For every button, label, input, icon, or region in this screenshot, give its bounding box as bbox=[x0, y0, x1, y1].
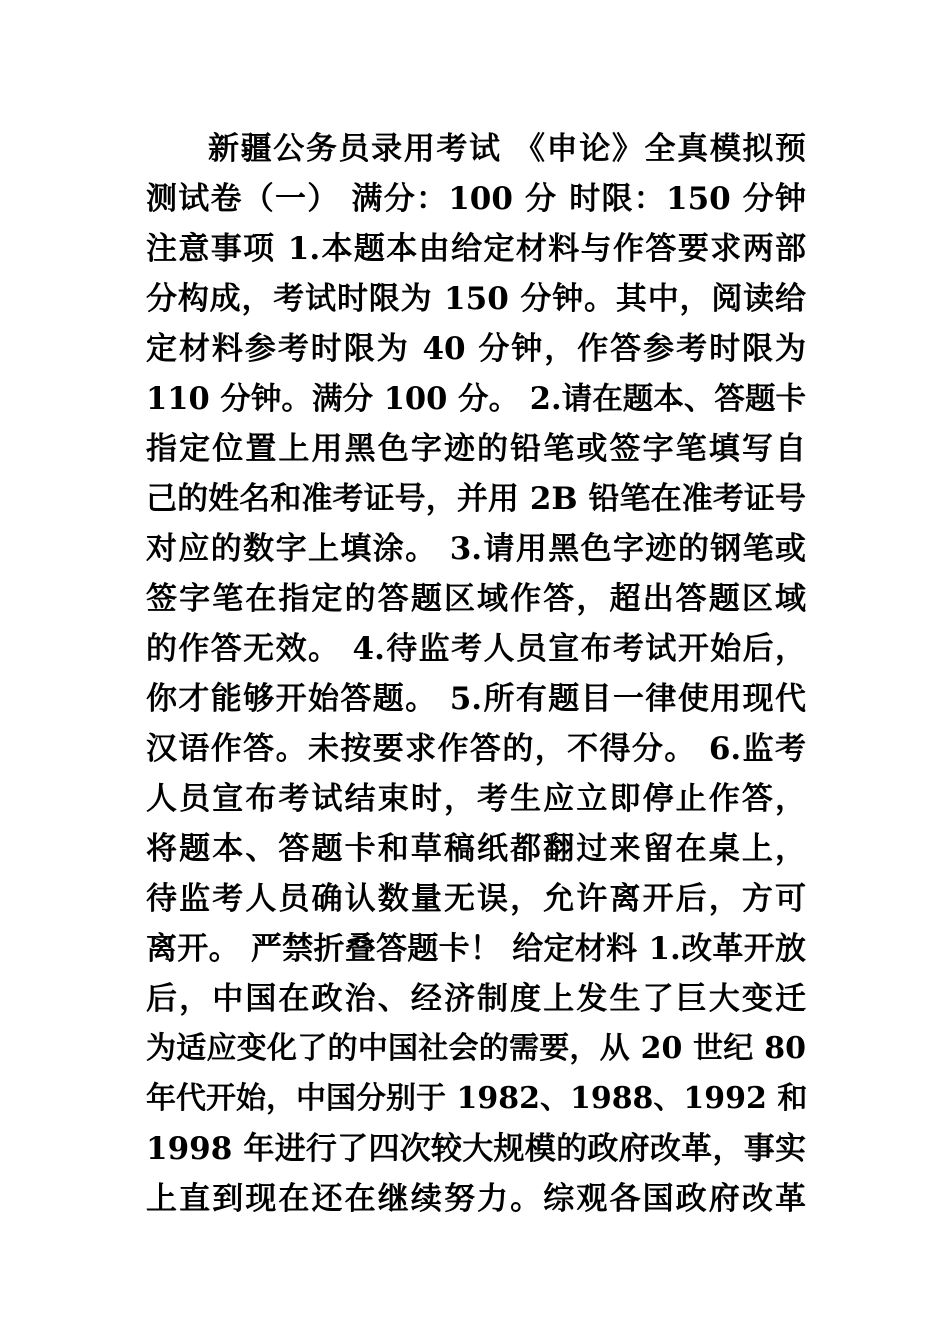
text-line: 将题本、答题卡和草稿纸都翻过来留在桌上， bbox=[146, 831, 806, 867]
text-line: 上直到现在还在继续努力。综观各国政府改革 bbox=[146, 1181, 806, 1217]
document-page bbox=[146, 124, 806, 1224]
text-line: 离开。 严禁折叠答题卡！ 给定材料 1.改革开放 bbox=[146, 931, 806, 967]
text-line: 己的姓名和准考证号，并用 2B 铅笔在准考证号 bbox=[146, 481, 806, 517]
text-line: 测试卷（一） 满分：100 分 时限：150 分钟 bbox=[146, 181, 806, 217]
text-line: 签字笔在指定的答题区域作答，超出答题区域 bbox=[146, 581, 806, 617]
text-line: 你才能够开始答题。 5.所有题目一律使用现代 bbox=[146, 681, 806, 717]
text-line: 年代开始，中国分别于 1982、1988、1992 和 bbox=[146, 1081, 808, 1116]
text-line: 1998 年进行了四次较大规模的政府改革，事实 bbox=[146, 1131, 806, 1167]
text-line: 分构成，考试时限为 150 分钟。其中，阅读给 bbox=[146, 281, 806, 317]
text-line: 为适应变化了的中国社会的需要，从 20 世纪 80 bbox=[146, 1031, 806, 1066]
text-line: 后，中国在政治、经济制度上发生了巨大变迁 bbox=[146, 981, 806, 1017]
text-line: 人员宣布考试结束时，考生应立即停止作答， bbox=[146, 781, 806, 817]
text-line: 待监考人员确认数量无误，允许离开后，方可 bbox=[146, 881, 806, 917]
text-line: 指定位置上用黑色字迹的铅笔或签字笔填写自 bbox=[146, 431, 806, 467]
text-line: 新疆公务员录用考试 《申论》全真模拟预 bbox=[208, 131, 806, 167]
text-line: 对应的数字上填涂。 3.请用黑色字迹的钢笔或 bbox=[146, 531, 806, 567]
text-line: 的作答无效。 4.待监考人员宣布考试开始后， bbox=[146, 631, 806, 667]
text-line: 110 分钟。满分 100 分。 2.请在题本、答题卡 bbox=[146, 381, 806, 417]
text-line: 注意事项 1.本题本由给定材料与作答要求两部 bbox=[146, 231, 806, 267]
text-line: 汉语作答。未按要求作答的，不得分。 6.监考 bbox=[146, 731, 806, 767]
text-line: 定材料参考时限为 40 分钟，作答参考时限为 bbox=[146, 331, 806, 367]
